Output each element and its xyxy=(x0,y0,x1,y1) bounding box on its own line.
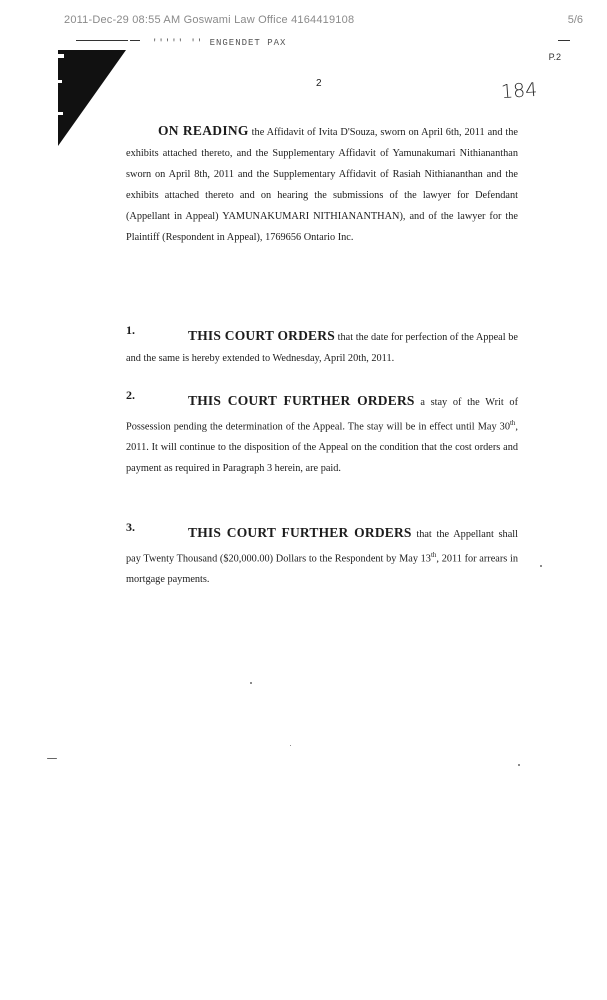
order-2-heading: THIS COURT FURTHER ORDERS xyxy=(188,393,415,408)
fax-page-mark: P.2 xyxy=(548,52,561,62)
order-3-text-cont: , 2011 for arrears in mortgage payments. xyxy=(126,553,519,586)
order-2-paragraph xyxy=(126,390,518,479)
scan-rule xyxy=(558,40,570,41)
scan-speck xyxy=(540,565,542,567)
scan-corner-mark xyxy=(58,50,128,150)
fax-transmission-header: 2011-Dec-29 08:55 AM Goswami Law Office 4164419108 xyxy=(64,14,355,26)
scan-speck xyxy=(47,758,57,759)
order-2-text: a stay of the Writ of Possession pending the determination of the Appeal. The stay will be in effect until May 30 xyxy=(126,397,518,433)
scan-speck xyxy=(518,764,520,766)
order-1-heading: THIS COURT ORDERS xyxy=(188,328,335,343)
order-3-superscript: th xyxy=(430,551,437,559)
order-1-number: 1. xyxy=(126,323,135,337)
page-number: 2 xyxy=(316,78,322,89)
scan-speck xyxy=(250,682,252,684)
order-2-superscript: th xyxy=(509,419,516,427)
recital-lead: ON READING xyxy=(158,123,249,138)
fax-transmission-line: ''''' '' ENGENDET PAX xyxy=(152,38,287,48)
recital-paragraph xyxy=(126,120,518,248)
handwritten-number: 184 xyxy=(500,78,538,104)
scan-rule xyxy=(130,40,140,41)
order-1-paragraph xyxy=(126,325,518,369)
scan-speck xyxy=(290,745,291,746)
order-3-heading: THIS COURT FURTHER ORDERS xyxy=(188,525,412,540)
fax-page-count: 5/6 xyxy=(567,14,583,26)
order-2-text-cont: , 2011. It will continue to the disposition of the Appeal on the condition that the cost orders and payment as required in Paragraph 3 herein, are paid. xyxy=(126,421,518,475)
order-2-number: 2. xyxy=(126,388,135,402)
order-3-text: that the Appellant shall pay Twenty Thousand ($20,000.00) Dollars to the Respondent by May 13 xyxy=(126,529,518,565)
scan-rule xyxy=(76,40,128,41)
order-1-text: that the date for perfection of the Appeal be and the same is hereby extended to Wednesday, April 20th, 2011. xyxy=(126,332,519,364)
order-3-paragraph xyxy=(126,522,518,590)
recital-text: the Affidavit of Ivita D'Souza, sworn on April 6th, 2011 and the exhibits attached thereto, and the Supplementary Affidavit of Yamunakumari Nithiananthan sworn on April 8th, 2011 and the Supplementary Affidavit of Rasiah Nithiananthan and the exhibits attached thereto and on hearing the submissions of the lawyer for Defendant (Appellant in Appeal) YAMUNAKUMARI NITHIANANTHAN), and of the lawyer for the Plaintiff (Respondent in Appeal), 1769656 Ontario Inc. xyxy=(126,127,518,243)
order-3-number: 3. xyxy=(126,520,135,534)
